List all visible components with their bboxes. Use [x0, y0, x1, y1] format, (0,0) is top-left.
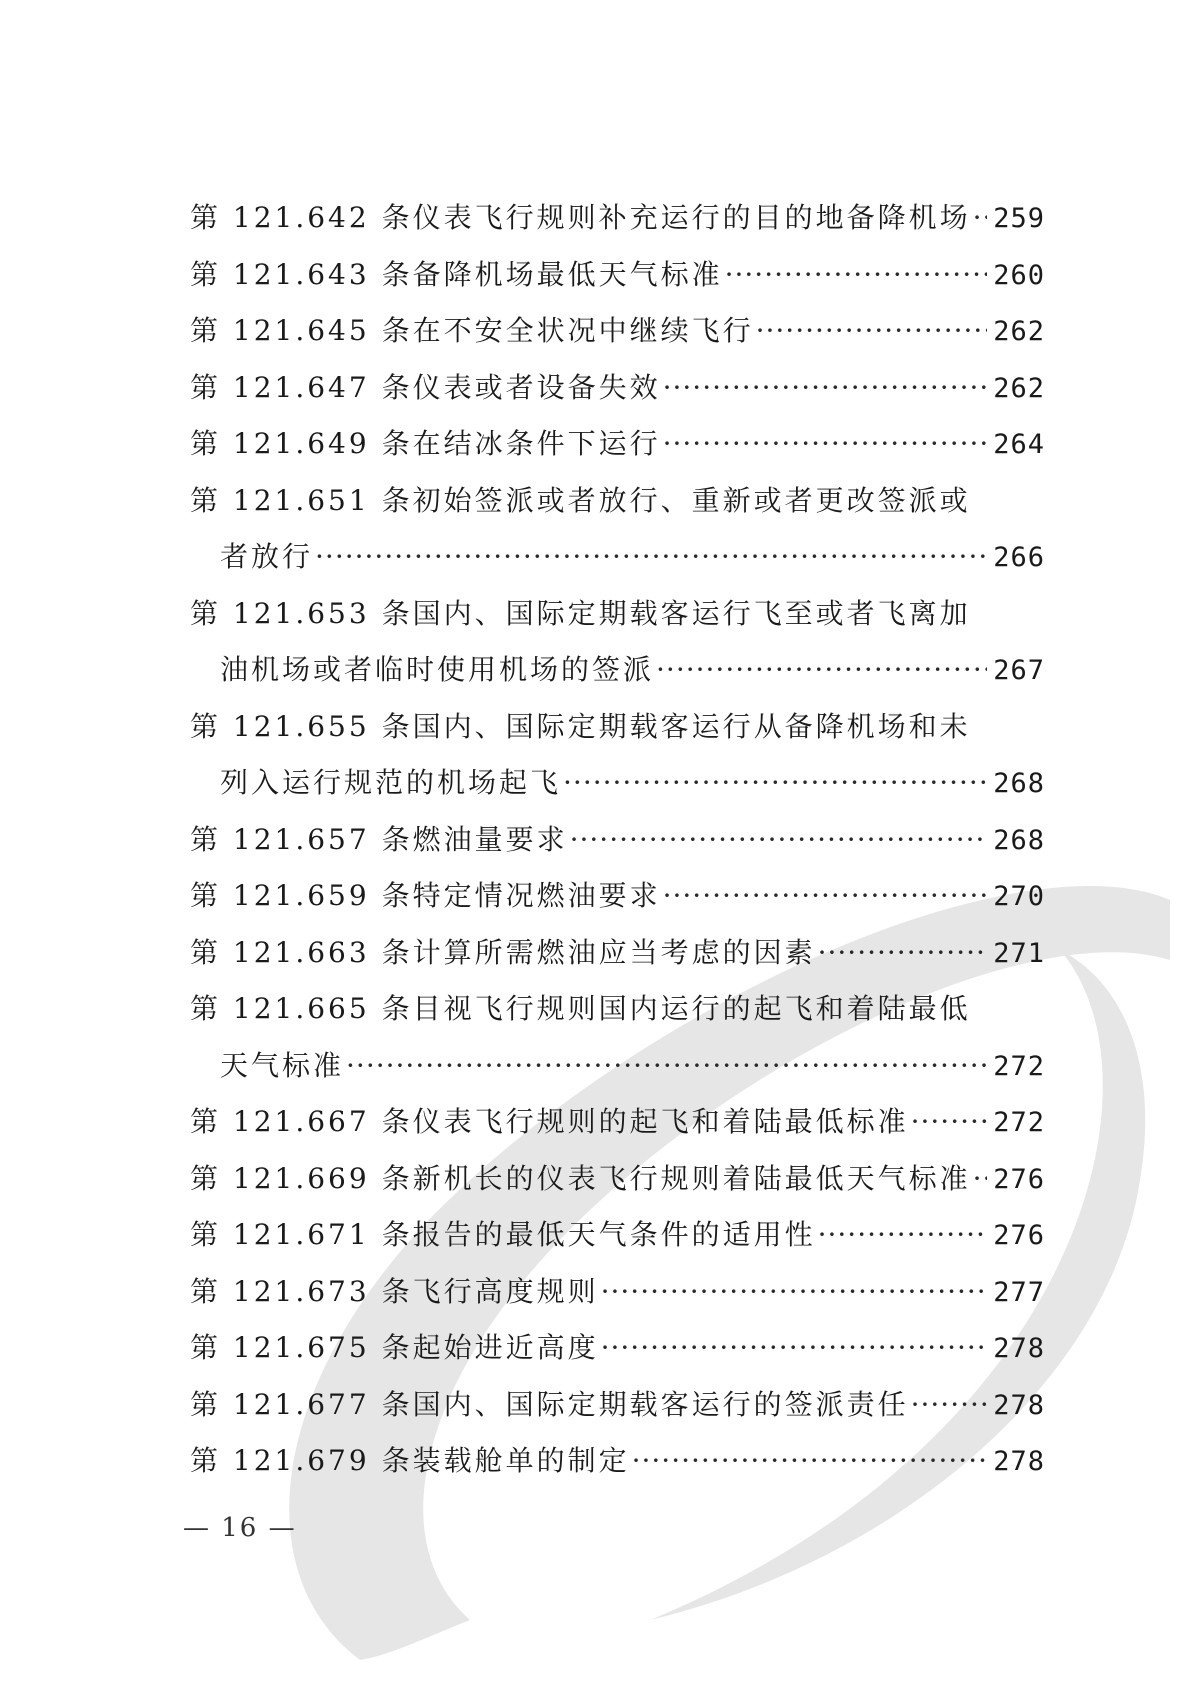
toc-entry-title: 列入运行规范的机场起飞: [220, 766, 562, 799]
toc-entry-title: 者放行: [220, 540, 314, 573]
toc-page-number: 276: [993, 1163, 1045, 1195]
toc-dot-leader: [911, 1388, 988, 1421]
toc-dot-leader: [818, 1218, 988, 1251]
toc-entry-continuation[interactable]: [190, 761, 1045, 818]
toc-page-number: 278: [993, 1446, 1045, 1477]
toc-page-number: 270: [993, 881, 1045, 912]
toc-page-number: 278: [993, 1333, 1045, 1364]
toc-entry[interactable]: [190, 1157, 1045, 1214]
toc-entry[interactable]: [190, 1270, 1045, 1327]
toc-entry[interactable]: [190, 422, 1045, 479]
toc-entry-title: 第 121.645 条在不安全状况中继续飞行: [190, 314, 754, 347]
toc-entry-title: 第 121.673 条飞行高度规则: [190, 1274, 599, 1308]
page-number-footer: — 16 —: [183, 1513, 297, 1543]
toc-page-number: 272: [993, 1050, 1045, 1082]
toc-entry-continuation[interactable]: [190, 535, 1045, 592]
toc-entry-title: 第 121.663 条计算所需燃油应当考虑的因素: [190, 935, 816, 969]
toc-entry-title: 第 121.653 条国内、国际定期载客运行飞至或者飞离加: [190, 596, 971, 630]
toc-entry-title: 第 121.679 条装载舱单的制定: [190, 1444, 630, 1477]
toc-entry[interactable]: [190, 1326, 1045, 1383]
toc-entry[interactable]: [190, 1213, 1045, 1270]
toc-page-number: 268: [993, 768, 1045, 799]
toc-entry-title: 第 121.665 条目视飞行规则国内运行的起飞和着陆最低: [190, 992, 971, 1025]
toc-entry-title: 第 121.655 条国内、国际定期载客运行从备降机场和未: [190, 709, 971, 743]
toc-entry-title: 第 121.667 条仪表飞行规则的起飞和着陆最低标准: [190, 1105, 909, 1138]
toc-page-number: 266: [993, 542, 1045, 573]
toc-dot-leader: [563, 766, 987, 799]
toc-entry-title: 第 121.671 条报告的最低天气条件的适用性: [190, 1218, 816, 1251]
toc-page-number: 264: [993, 429, 1045, 460]
toc-entry-continuation[interactable]: [190, 648, 1045, 705]
toc-page-number: 271: [993, 937, 1045, 969]
toc-entry[interactable]: [190, 366, 1045, 423]
toc-entry-title: 第 121.643 条备降机场最低天气标准: [190, 257, 723, 291]
toc-entry[interactable]: [190, 1383, 1045, 1440]
toc-entry[interactable]: [190, 196, 1045, 253]
table-of-contents: [190, 196, 1045, 1496]
toc-entry-title: 第 121.677 条国内、国际定期载客运行的签派责任: [190, 1387, 909, 1421]
toc-page-number: 272: [993, 1107, 1045, 1138]
toc-entry-title: 第 121.659 条特定情况燃油要求: [190, 879, 661, 912]
toc-dot-leader: [725, 258, 988, 291]
toc-entry-title: 第 121.657 条燃油量要求: [190, 822, 568, 856]
toc-entry-title: 第 121.649 条在结冰条件下运行: [190, 427, 661, 460]
toc-entry[interactable]: [190, 479, 1045, 536]
toc-entry[interactable]: [190, 705, 1045, 762]
toc-entry-title: 油机场或者临时使用机场的签派: [220, 653, 655, 686]
toc-dot-leader: [663, 879, 988, 912]
toc-dot-leader: [911, 1105, 988, 1138]
toc-page-number: 268: [993, 824, 1045, 856]
toc-dot-leader: [346, 1049, 987, 1082]
toc-page-number: 262: [993, 372, 1045, 404]
toc-entry-title: 第 121.651 条初始签派或者放行、重新或者更改签派或: [190, 483, 971, 517]
toc-entry-title: 第 121.675 条起始进近高度: [190, 1331, 599, 1364]
toc-entry[interactable]: [190, 309, 1045, 366]
toc-dot-leader: [315, 540, 987, 573]
toc-dot-leader: [601, 1275, 988, 1308]
toc-dot-leader: [656, 653, 987, 686]
toc-dot-leader: [973, 1162, 988, 1195]
toc-entry-continuation[interactable]: [190, 1044, 1045, 1101]
toc-entry-title: 天气标准: [220, 1048, 345, 1082]
toc-dot-leader: [973, 201, 988, 234]
toc-dot-leader: [756, 314, 988, 347]
toc-entry[interactable]: [190, 1439, 1045, 1496]
toc-page-number: 260: [993, 259, 1045, 291]
toc-page-number: 267: [993, 655, 1045, 686]
toc-entry-title: 第 121.669 条新机长的仪表飞行规则着陆最低天气标准: [190, 1161, 971, 1195]
toc-page-number: 277: [993, 1276, 1045, 1308]
toc-dot-leader: [663, 371, 988, 404]
toc-dot-leader: [570, 823, 988, 856]
toc-page-number: 262: [993, 316, 1045, 347]
toc-entry[interactable]: [190, 987, 1045, 1044]
toc-page-number: 259: [993, 203, 1045, 234]
toc-dot-leader: [601, 1331, 988, 1364]
toc-entry[interactable]: [190, 818, 1045, 875]
toc-dot-leader: [818, 936, 988, 969]
toc-page-number: 278: [993, 1389, 1045, 1421]
toc-dot-leader: [632, 1444, 988, 1477]
toc-entry-title: 第 121.642 条仪表飞行规则补充运行的目的地备降机场: [190, 201, 971, 234]
toc-entry[interactable]: [190, 1100, 1045, 1157]
toc-entry[interactable]: [190, 592, 1045, 649]
toc-entry-title: 第 121.647 条仪表或者设备失效: [190, 370, 661, 404]
toc-entry[interactable]: [190, 874, 1045, 931]
toc-dot-leader: [663, 427, 988, 460]
toc-entry[interactable]: [190, 931, 1045, 988]
toc-page-number: 276: [993, 1220, 1045, 1251]
toc-entry[interactable]: [190, 253, 1045, 310]
